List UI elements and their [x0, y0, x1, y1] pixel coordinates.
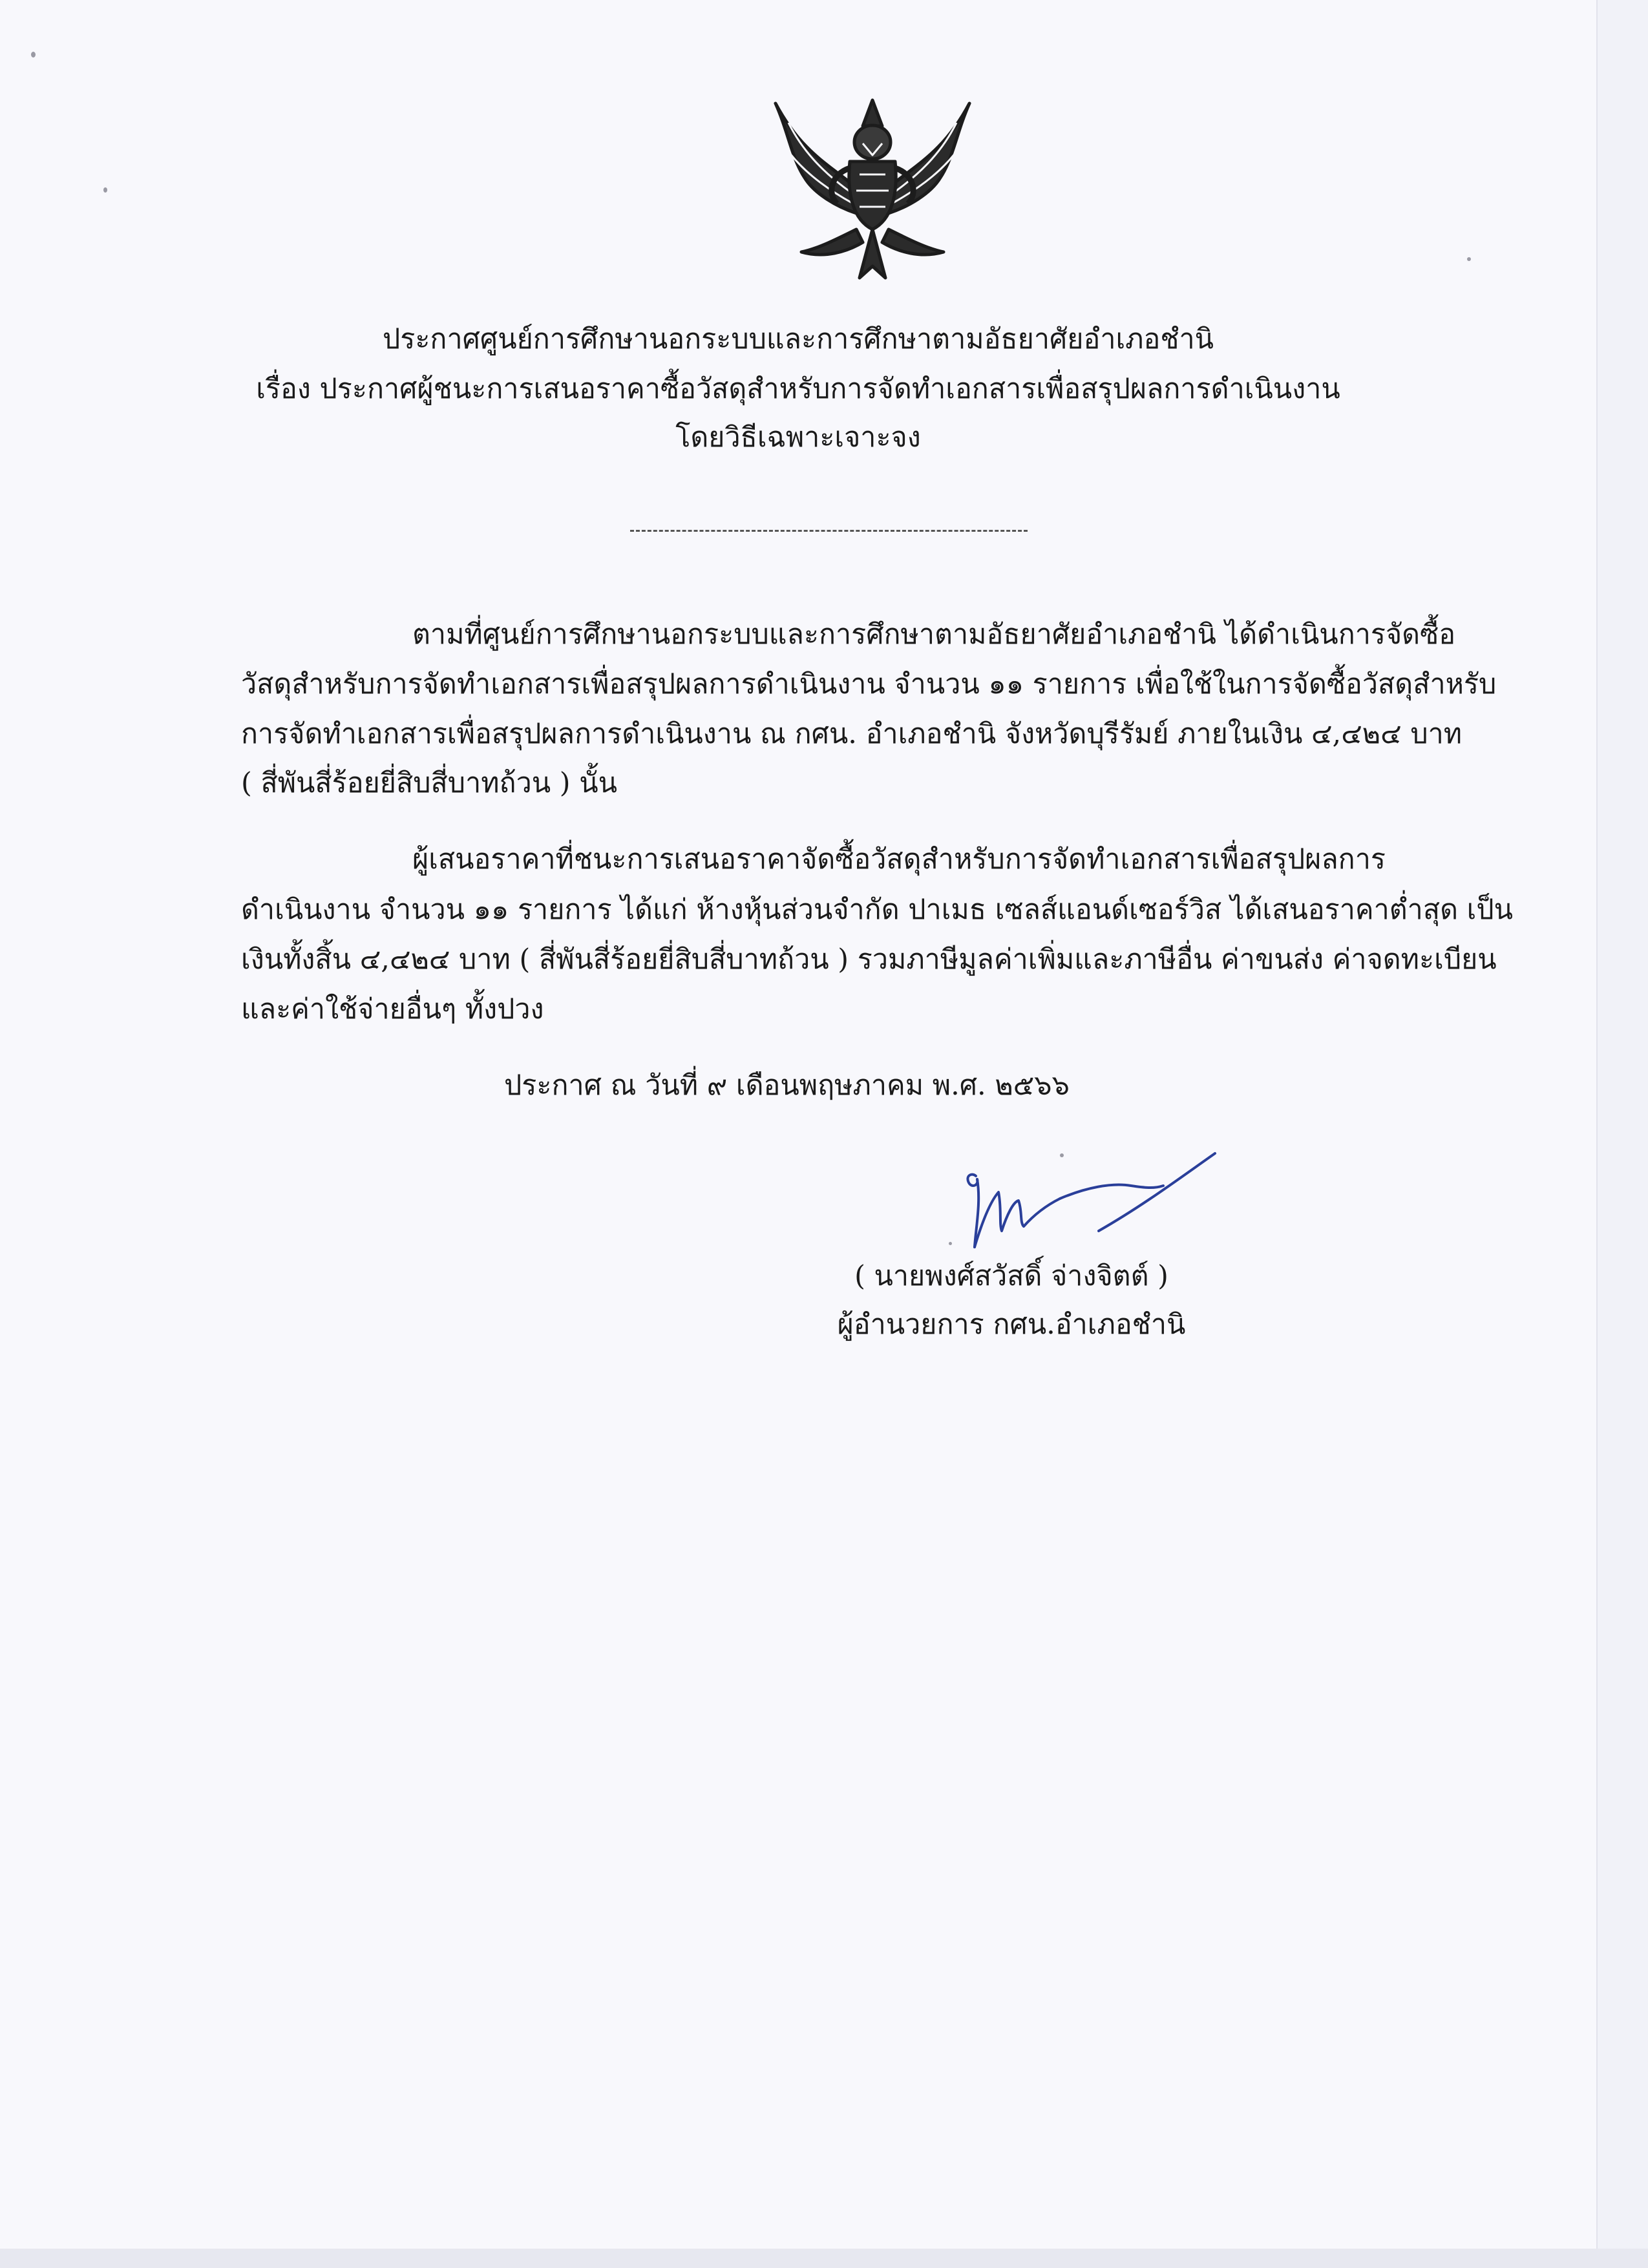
header-subject: เรื่อง ประกาศผู้ชนะการเสนอราคาซื้อวัสดุสำหรับการจัดทำเอกสารเพื่อสรุปผลการดำเนินงาน — [256, 373, 1340, 405]
signer-position: ผู้อำนวยการ กศน.อำเภอชำนิ — [837, 1308, 1186, 1341]
paragraph1-line3: การจัดทำเอกสารเพื่อสรุปผลการดำเนินงาน ณ กศน. อำเภอชำนิ จังหวัดบุรีรัมย์ ภายในเงิน ๔,๔๒๔ บาท — [241, 718, 1463, 750]
scan-speck — [31, 52, 36, 58]
scan-bottom-margin — [0, 2249, 1648, 2268]
header-divider — [630, 530, 1028, 532]
paragraph1-line1: ตามที่ศูนย์การศึกษานอกระบบและการศึกษาตามอัธยาศัยอำเภอชำนิ ได้ดำเนินการจัดซื้อ — [412, 618, 1456, 651]
paragraph2-line1: ผู้เสนอราคาที่ชนะการเสนอราคาจัดซื้อวัสดุสำหรับการจัดทำเอกสารเพื่อสรุปผลการ — [412, 843, 1386, 876]
header-method: โดยวิธีเฉพาะเจาะจง — [675, 421, 921, 454]
paragraph2-line4: และค่าใช้จ่ายอื่นๆ ทั้งปวง — [241, 993, 544, 1025]
paragraph1-line4: ( สี่พันสี่ร้อยยี่สิบสี่บาทถ้วน ) นั้น — [241, 767, 618, 799]
announce-date: ประกาศ ณ วันที่ ๙ เดือนพฤษภาคม พ.ศ. ๒๕๖๖ — [504, 1069, 1070, 1102]
paragraph1-line2: วัสดุสำหรับการจัดทำเอกสารเพื่อสรุปผลการดำเนินงาน จำนวน ๑๑ รายการ เพื่อใช้ในการจัดซื้อวัสดุสำหรับ — [241, 668, 1497, 700]
scan-speck — [1467, 257, 1471, 261]
signer-name: ( นายพงศ์สวัสดิ์ จ่างจิตต์ ) — [854, 1260, 1168, 1292]
scan-right-margin — [1596, 0, 1648, 2268]
paragraph2-line2: ดำเนินงาน จำนวน ๑๑ รายการ ได้แก่ ห้างหุ้นส่วนจำกัด ปาเมธ เซลส์แอนด์เซอร์วิส ได้เสนอราคาต่ำสุด เป็น — [241, 894, 1514, 926]
header-title: ประกาศศูนย์การศึกษานอกระบบและการศึกษาตามอัธยาศัยอำเภอชำนิ — [382, 323, 1214, 355]
garuda-emblem — [766, 97, 979, 284]
scan-speck — [103, 187, 107, 193]
signature-scribble — [937, 1150, 1221, 1254]
paragraph2-line3: เงินทั้งสิ้น ๔,๔๒๔ บาท ( สี่พันสี่ร้อยยี่สิบสี่บาทถ้วน ) รวมภาษีมูลค่าเพิ่มและภาษีอื่น ค่าขนส่ง ค่าจดทะเบียน — [241, 943, 1497, 976]
